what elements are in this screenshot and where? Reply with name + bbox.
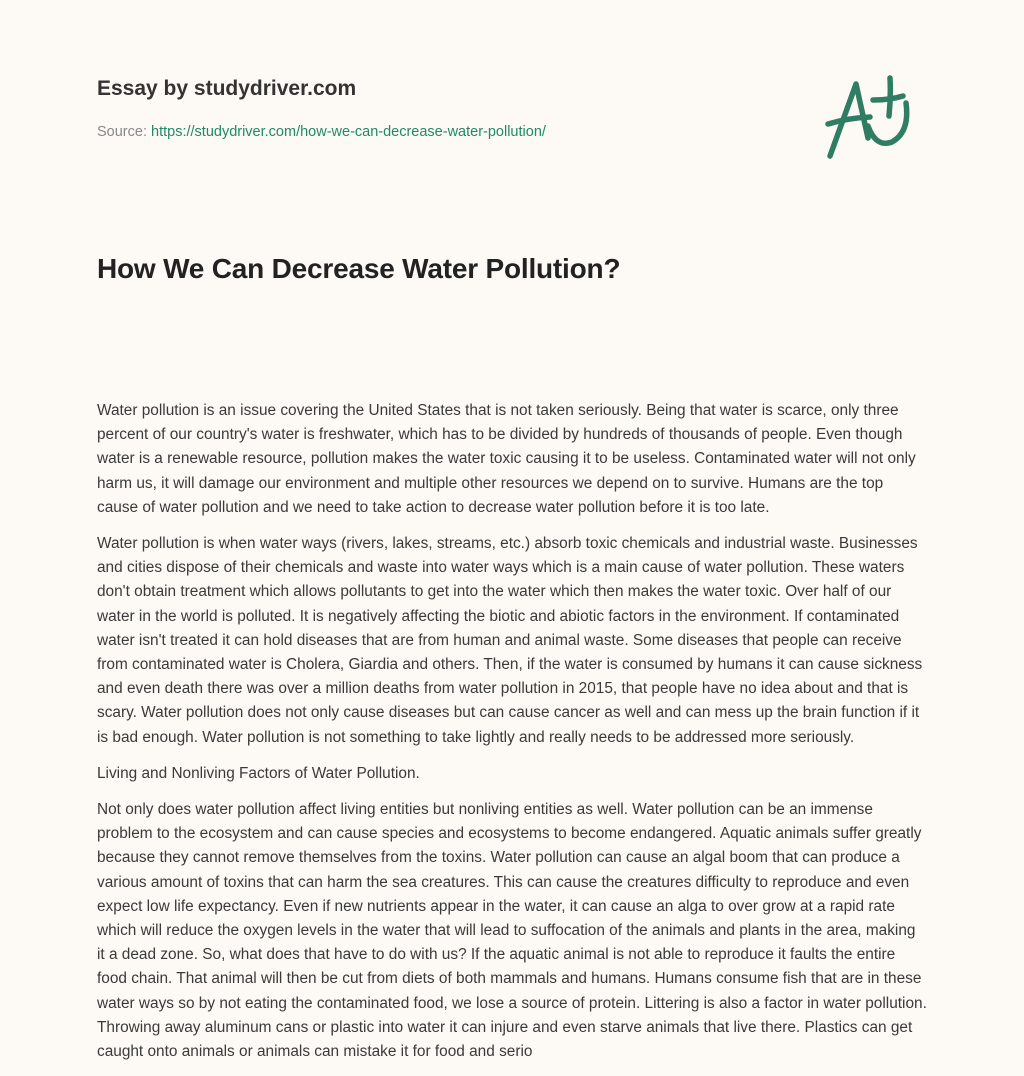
site-brand: Essay by studydriver.com (97, 77, 357, 100)
a-plus-logo-icon (818, 66, 938, 166)
source-link[interactable]: https://studydriver.com/how-we-can-decrease-water-pollution/ (151, 124, 546, 140)
essay-body (97, 399, 927, 1076)
paragraph: Not only does water pollution affect living entities but nonliving entities as well. Water pollution can be an immense problem to the ecosystem and can cause species and ecosystems to become endangered. Aquatic animals suffer greatly because they cannot remove themselves from the toxins. Water pollution can cause an algal boom that can produce a various amount of toxins that can harm the sea creatures. This can cause the creatures difficulty to reproduce and even expect low life expectancy. Even if new nutrients appear in the water, it can cause an alga to over grow at a rapid rate which will reduce the oxygen levels in the water that will lead to suffocation of the animals and plants in the area, making it a dead zone. So, what does that have to do with us? If the aquatic animal is not able to reproduce it faults the entire food chain. That animal will then be cut from diets of both mammals and humans. Humans consume fish that are in these water ways so by not eating the contaminated food, we lose a source of protein. Littering is also a factor in water pollution. Throwing away aluminum cans or plastic into water it can injure and even starve animals that live there. Plastics can get caught onto animals or animals can mistake it for food and serio (97, 801, 927, 1061)
source-line (97, 124, 546, 140)
paragraph: Water pollution is an issue covering the United States that is not taken seriously. Being that water is scarce, only three percent of our country's water is freshwater, which has to be divided by hundreds of thousands of people. Even though water is a renewable resource, pollution makes the water toxic causing it to be useless. Contaminated water will not only harm us, it will damage our environment and multiple other resources we depend on to survive. Humans are the top cause of water pollution and we need to take action to decrease water pollution before it is too late. (97, 402, 916, 516)
essay-title: How We Can Decrease Water Pollution? (97, 253, 621, 284)
section-heading: Living and Nonliving Factors of Water Pollution. (97, 764, 420, 782)
paragraph: Water pollution is when water ways (rivers, lakes, streams, etc.) absorb toxic chemicals and industrial waste. Businesses and cities dispose of their chemicals and waste into water ways which is a main cause of water pollution. These waters don't obtain treatment which allows pollutants to get into the water which then makes the water toxic. Over half of our water in the world is polluted. It is negatively affecting the biotic and abiotic factors in the environment. If contaminated water isn't treated it can hold diseases that are from human and animal waste. Some diseases that people can receive from contaminated water is Cholera, Giardia and others. Then, if the water is consumed by humans it can cause sickness and even death there was over a million deaths from water pollution in 2015, that people have no idea about and that is scary. Water pollution does not only cause diseases but can cause cancer as well and can mess up the brain function if it is bad enough. Water pollution is not something to take lightly and really needs to be addressed more seriously. (97, 535, 923, 746)
source-label: Source: (97, 124, 147, 140)
